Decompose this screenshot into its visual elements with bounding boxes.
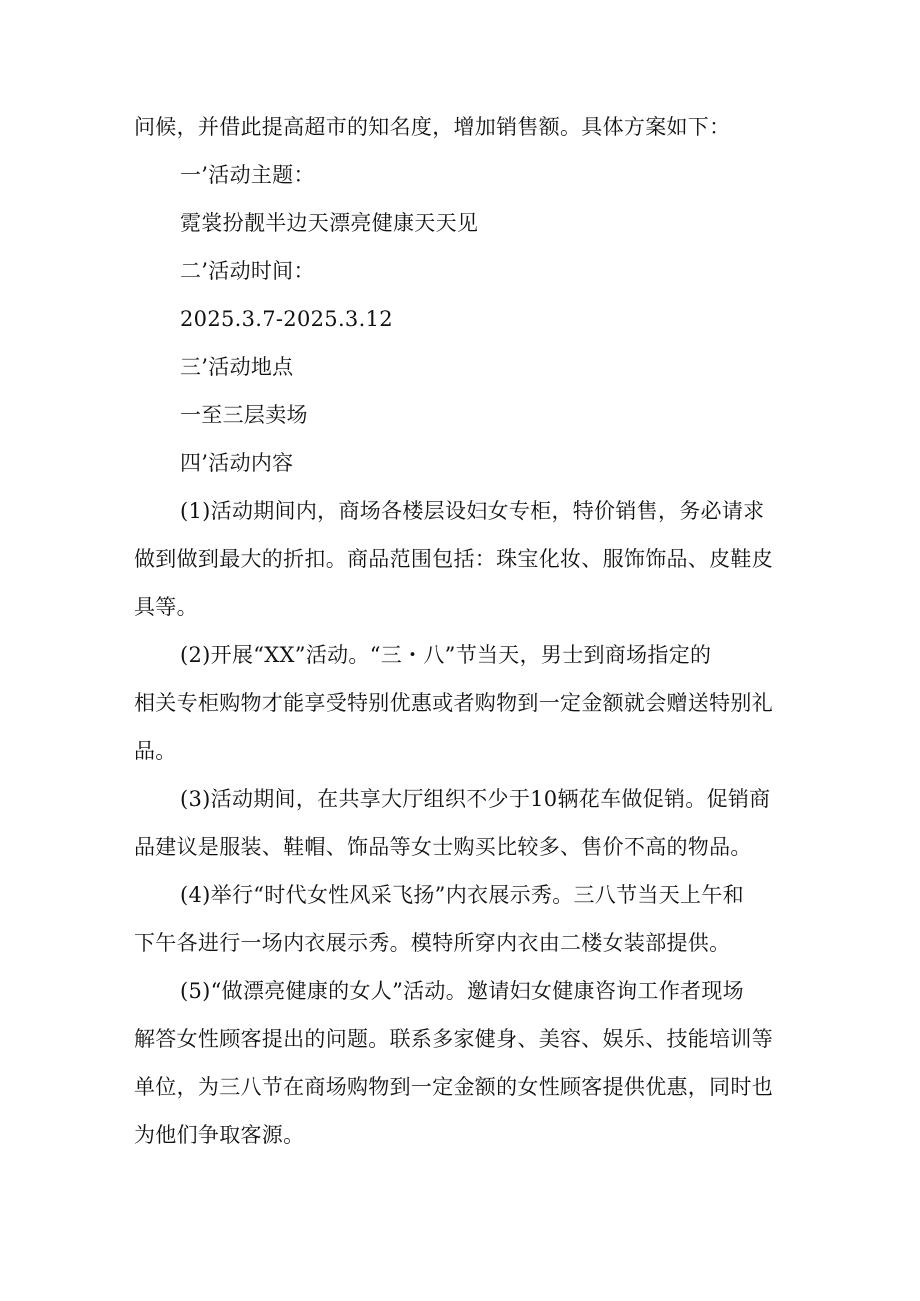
section-body-location: 一至三层卖场 [180,403,308,427]
content-item-5 [134,976,780,1150]
content-item-1 [134,496,780,622]
item-line: 单位，为三八节在商场购物到一定金额的女性顾客提供优惠，同时也 [134,1075,773,1099]
item-line: 具等。 [134,595,198,619]
item-line: 解答女性顾客提出的问题。联系多家健身、美容、娱乐、技能培训等 [134,1027,773,1051]
item-line: (3)活动期间，在共享大厅组织不少于10辆花车做促销。促销商 [180,787,771,811]
section-heading-location: 三’活动地点 [180,355,294,379]
item-line: 下午各进行一场内衣展示秀。模特所穿内衣由二楼女装部提供。 [134,931,731,955]
item-line: 做到做到最大的折扣。商品范围包括：珠宝化妆、服饰饰品、皮鞋皮 [134,547,773,571]
section-body-time: 2025.3.7-2025.3.12 [180,307,393,331]
document-body [134,112,780,1168]
item-line: (1)活动期间内，商场各楼层设妇女专柜，特价销售，务必请求 [180,499,765,523]
section-body-theme: 霓裳扮靓半边天漂亮健康天天见 [180,211,479,235]
intro-line: 问候，并借此提高超市的知名度，增加销售额。具体方案如下： [134,115,731,139]
item-line: 品。 [134,739,177,763]
section-heading-theme: 一’活动主题： [180,163,315,187]
section-heading-time: 二’活动时间： [180,259,315,283]
item-line: 品建议是服装、鞋帽、饰品等女士购买比较多、售价不高的物品。 [134,835,752,859]
section-heading-content: 四’活动内容 [180,451,294,475]
item-line: (4)举行“时代女性风采飞扬”内衣展示秀。三八节当天上午和 [180,883,744,907]
item-line: (2)开展“XX”活动。“三・八”节当天，男士到商场指定的 [180,643,712,667]
item-line: 为他们争取客源。 [134,1123,305,1147]
content-item-2 [134,640,780,766]
content-item-4 [134,880,780,958]
item-line: 相关专柜购物才能享受特别优惠或者购物到一定金额就会赠送特别礼 [134,691,773,715]
content-item-3 [134,784,780,862]
item-line: (5)“做漂亮健康的女人”活动。邀请妇女健康咨询工作者现场 [180,979,744,1003]
